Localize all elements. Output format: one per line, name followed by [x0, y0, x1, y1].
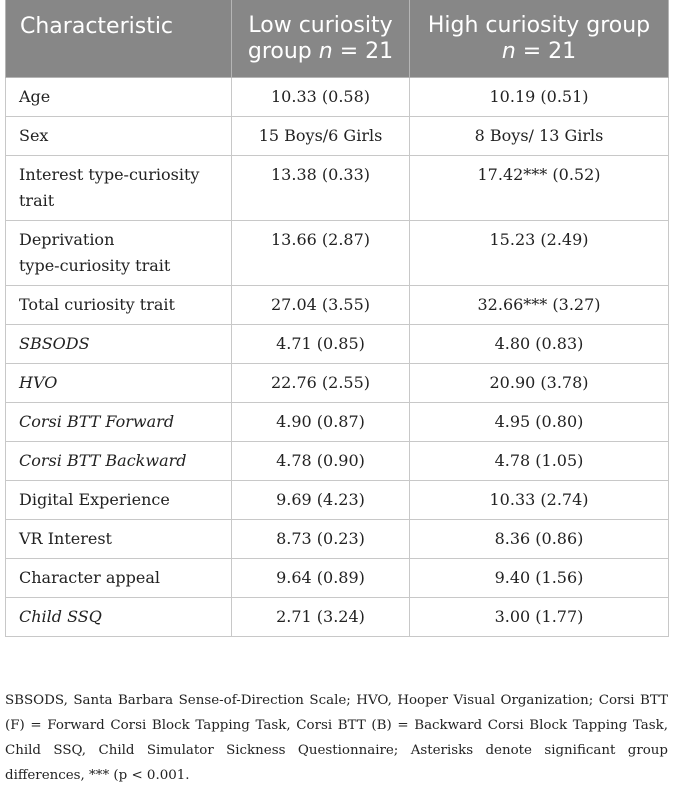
- table-footnote: SBSODS, Santa Barbara Sense-of-Direction Scale; HVO, Hooper Visual Organization; Corsi BTT (F) = Forward Corsi Block Tapping Task, Corsi BTT (B) = Backward Corsi Block Tapping Task, Child SSQ, Child Simulator Sickness Questionnaire; Asterisks denote significant group differences, *** (p < 0.001.: [5, 693, 668, 784]
- high-value: 4.95 (0.80): [410, 403, 669, 442]
- low-value: 13.38 (0.33): [232, 156, 410, 221]
- table-row: [6, 598, 669, 637]
- low-value: 27.04 (3.55): [232, 286, 410, 325]
- header-row: [6, 0, 669, 78]
- header-low-line1: Low curiosity: [248, 12, 393, 38]
- table-row: [6, 520, 669, 559]
- table-row: [6, 559, 669, 598]
- characteristics-table: [5, 0, 669, 637]
- high-value: 17.42*** (0.52): [410, 156, 669, 221]
- high-value: 9.40 (1.56): [410, 559, 669, 598]
- high-value: 4.78 (1.05): [410, 442, 669, 481]
- high-value: 8.36 (0.86): [410, 520, 669, 559]
- table-row: [6, 403, 669, 442]
- table-body: [6, 78, 669, 637]
- row-label: VR Interest: [6, 520, 232, 559]
- header-high-eq: = 21: [515, 38, 577, 64]
- table-row: [6, 481, 669, 520]
- row-label-line1: Deprivation: [19, 230, 115, 249]
- characteristics-table-container: [5, 0, 668, 637]
- low-value: 4.78 (0.90): [232, 442, 410, 481]
- high-value: 15.23 (2.49): [410, 221, 669, 286]
- header-characteristic: Characteristic: [6, 0, 232, 78]
- high-value: 32.66*** (3.27): [410, 286, 669, 325]
- row-label: HVO: [6, 364, 232, 403]
- low-value: 4.90 (0.87): [232, 403, 410, 442]
- header-high-n: n: [501, 38, 516, 64]
- low-value: 9.64 (0.89): [232, 559, 410, 598]
- row-label: Sex: [6, 117, 232, 156]
- row-label-line2: trait: [19, 191, 55, 210]
- low-value: 4.71 (0.85): [232, 325, 410, 364]
- row-label: Child SSQ: [6, 598, 232, 637]
- header-low-eq: = 21: [332, 38, 394, 64]
- low-value: 9.69 (4.23): [232, 481, 410, 520]
- low-value: 13.66 (2.87): [232, 221, 410, 286]
- row-label: Age: [6, 78, 232, 117]
- high-value: 20.90 (3.78): [410, 364, 669, 403]
- table-row: [6, 325, 669, 364]
- low-value: 15 Boys/6 Girls: [232, 117, 410, 156]
- row-label: [6, 156, 232, 221]
- low-value: 22.76 (2.55): [232, 364, 410, 403]
- table-row: [6, 117, 669, 156]
- high-value: 4.80 (0.83): [410, 325, 669, 364]
- row-label: [6, 221, 232, 286]
- row-label: Digital Experience: [6, 481, 232, 520]
- header-high-curiosity: [410, 0, 669, 78]
- row-label-line2: type-curiosity trait: [19, 256, 171, 275]
- high-value: 8 Boys/ 13 Girls: [410, 117, 669, 156]
- row-label: Total curiosity trait: [6, 286, 232, 325]
- row-label: SBSODS: [6, 325, 232, 364]
- table-row: [6, 286, 669, 325]
- table-row: [6, 364, 669, 403]
- high-value: 3.00 (1.77): [410, 598, 669, 637]
- header-high-line2: [410, 39, 668, 65]
- high-value: 10.33 (2.74): [410, 481, 669, 520]
- table-row: [6, 156, 669, 221]
- row-label: Corsi BTT Forward: [6, 403, 232, 442]
- row-label-line1: Interest type-curiosity: [19, 165, 200, 184]
- table-row: [6, 221, 669, 286]
- low-value: 10.33 (0.58): [232, 78, 410, 117]
- table-header: [6, 0, 669, 78]
- row-label: Corsi BTT Backward: [6, 442, 232, 481]
- header-low-curiosity: [232, 0, 410, 78]
- header-high-line1: High curiosity group: [427, 12, 651, 38]
- low-value: 2.71 (3.24): [232, 598, 410, 637]
- table-row: [6, 78, 669, 117]
- low-value: 8.73 (0.23): [232, 520, 410, 559]
- header-low-group-text: group: [247, 38, 319, 64]
- header-low-line2: [232, 39, 409, 65]
- header-low-n: n: [318, 38, 333, 64]
- row-label: Character appeal: [6, 559, 232, 598]
- high-value: 10.19 (0.51): [410, 78, 669, 117]
- table-row: [6, 442, 669, 481]
